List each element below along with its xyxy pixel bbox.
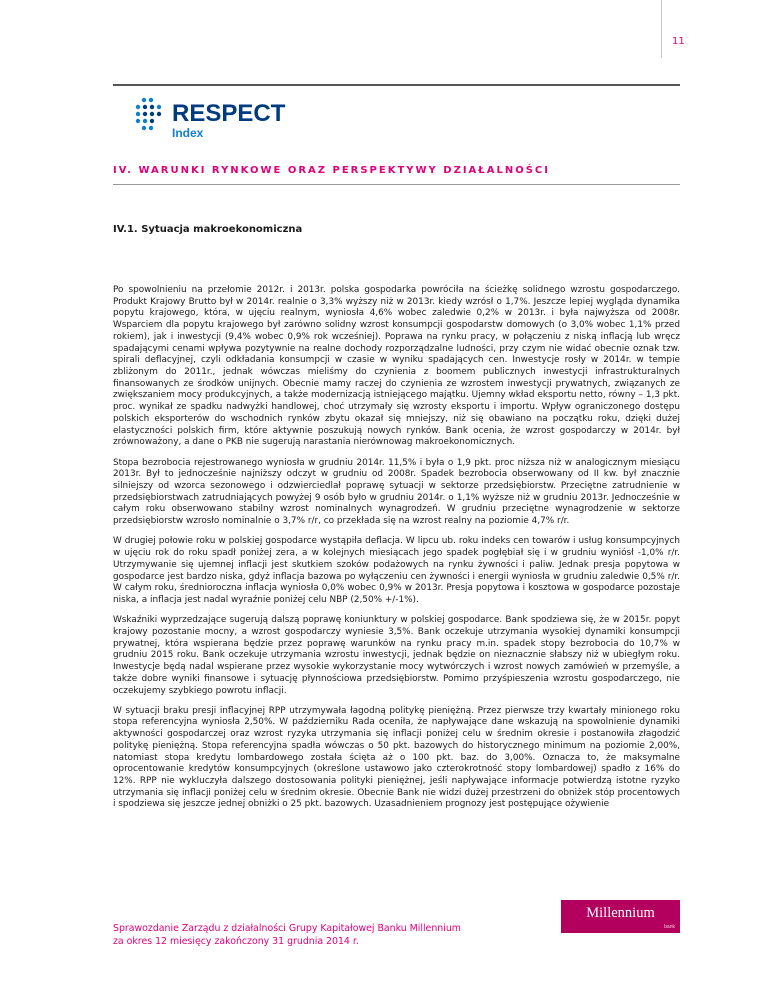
footer-line-2: za okres 12 miesięcy zakończony 31 grudnia 2014 r. (113, 935, 359, 947)
paragraph: Wskaźniki wyprzedzające sugerują dalszą poprawę koniunktury w polskiej gospodarce. Bank spodziewa się, że w 2015r. popyt krajowy pozostanie mocny, a wzrost gospodarczy wyniesie 3,5%. Bank oczekuje utrzymania wysokiej dynamiki konsumpcji prywatnej, która wspierana będzie przez poprawę warunków na rynku pracy m.in. spadek stopy bezrobocia do 10,7% w grudniu 2015 roku. Bank oczekuje utrzymania wzrostu inwestycji, jednak będzie on nieznacznie słabszy niż w ubiegłym roku. Inwestycje będą nadal wspierane przez wysokie wykorzystanie mocy wytwórczych i wzrost nowych zamówień w przemyśle, a także dobre wyniki finansowe i sytuację płynnościowa przedsiębiorstw. Pomimo przyśpieszenia wzrostu gospodarczego, nie oczekujemy szybkiego powrotu inflacji. (113, 615, 680, 696)
page-number-divider (661, 0, 662, 58)
body-text (113, 285, 680, 820)
paragraph: W drugiej połowie roku w polskiej gospodarce wystąpiła deflacja. W lipcu ub. roku indeks cen towarów i usług konsumpcyjnych w ujęciu rok do roku spadł poniżej zera, a w kolejnych miesiącach jego spadek pogłębiał się i w grudniu wyniósł -1,0% r/r. Utrzymywanie się ujemnej inflacji jest skutkiem szoków podażowych na rynku żywności i paliw. Jednak presja popytowa w gospodarce jest bardzo niska, gdyż inflacja bazowa po wyłączeniu cen żywności i energii wyniosła w grudniu zaledwie 0,5% r/r. W całym roku, średnioroczna inflacja wyniosła 0,0% wobec 0,9% w 2013r. Presja popytowa i kosztowa w gospodarce pozostaje niska, a inflacja jest nadal wyraźnie poniżej celu NBP (2,50% +/-1%). (113, 536, 680, 605)
logo-word: RESPECT (172, 100, 286, 127)
millennium-logo-word: Millennium (586, 905, 655, 921)
respect-dots-icon (134, 96, 168, 136)
section-header (113, 162, 680, 185)
millennium-logo-sub: bank (664, 924, 675, 930)
section-title: IV. WARUNKI RYNKOWE ORAZ PERSPEKTYWY DZIAŁALNOŚCI (113, 165, 550, 176)
paragraph: Po spowolnieniu na przełomie 2012r. i 2013r. polska gospodarka powróciła na ścieżkę solidnego wzrostu gospodarczego. Produkt Krajowy Brutto był w 2014r. realnie o 3,3% wyższy niż w 2013r. kiedy wzrósł o 1,7%. Jeszcze lepiej wygląda dynamika popytu krajowego, która, w ujęciu realnym, wyniosła 4,6% wobec zaledwie 0,2% w 2013r. i była najwyższa od 2008r. Wsparciem dla popytu krajowego był zarówno solidny wzrost konsumpcji gospodarstw domowych (o 3,0% wobec 1,1% przed rokiem), jak i inwestycji (9,4% wobec 0,9% rok wcześniej). Poprawa na rynku pracy, w połączeniu z niską inflacją lub wręcz spadającymi cenami wpływa pozytywnie na realne dochody rozporządzalne ludności, przy czym nie widać obecnie oznak tzw. spirali deflacyjnej, czyli odkładania konsumpcji w czasie w wyniku spadających cen. Inwestycje rosły w 2014r. w tempie zbliżonym do 2011r., jednak wówczas mieliśmy do czynienia z boomem publicznych inwestycji infrastrukturalnych finansowanych ze środków unijnych. Obecnie mamy raczej do czynienia ze wzrostem inwestycji prywatnych, związanych ze zwiększaniem mocy produkcyjnych, a także modernizacją istniejącego majątku. Ujemny wkład eksportu netto, równy – 1,3 pkt. proc. wynikał ze spadku nadwyżki handlowej, choć utrzymały się wzrosty eksportu i importu. Wpływ ograniczonego dostępu polskich eksporterów do wschodnich rynków zbytu okazał się mniejszy, niż się obawiano na początku roku, dzięki dużej elastyczności polskich firm, które aktywnie poszukują nowych rynków. Bank ocenia, że wzrost gospodarczy w 2014r. był zrównoważony, a dane o PKB nie sugerują narastania nierównowag makroekonomicznych. (113, 285, 680, 448)
header-rule (113, 84, 680, 86)
subsection-title: IV.1. Sytuacja makroekonomiczna (113, 224, 303, 235)
millennium-logo (561, 900, 680, 933)
page-number: 11 (672, 36, 685, 47)
paragraph: Stopa bezrobocia rejestrowanego wyniosła w grudniu 2014r. 11,5% i była o 1,9 pkt. proc niższa niż w analogicznym miesiącu 2013r. Był to jednocześnie najniższy odczyt w grudniu od 2008r. Spadek bezrobocia obserwowany od II kw. był znacznie silniejszy od wzorca sezonowego i odzwierciedlał poprawę sytuacji w sektorze przedsiębiorstw. Przeciętne zatrudnienie w przedsiębiorstwach zatrudniających powyżej 9 osób było w grudniu 2014r. o 1,1% wyższe niż w grudniu 2013r. Jednocześnie w całym roku obserwowano stabilny wzrost nominalnych wynagrodzeń. W grudniu przeciętne wynagrodzenie w sektorze przedsiębiorstw wzrosło nominalnie o 3,7% r/r, co przekłada się na wzrost realny na poziomie 4,7% r/r. (113, 457, 680, 527)
footer-text (113, 923, 461, 948)
logo-subtitle: Index (172, 126, 204, 140)
footer-line-1: Sprawozdanie Zarządu z działalności Grupy Kapitałowej Banku Millennium (113, 923, 461, 934)
paragraph: W sytuacji braku presji inflacyjnej RPP utrzymywała łagodną politykę pieniężną. Przez pierwsze trzy kwartały minionego roku stopa referencyjna wyniosła 2,50%. W październiku Rada oceniła, że napływające dane wskazują na spowolnienie dynamiki aktywności gospodarczej oraz wzrost ryzyka utrzymania się inflacji poniżej celu w średnim okresie i postanowiła złagodzić politykę pieniężną. Stopa referencyjna spadła wówczas o 50 pkt. bazowych do historycznego minimum na poziomie 2,00%, natomiast stopa kredytu lombardowego została ścięta aż o 100 pkt. baz. do 3,00%. Oznacza to, że maksymalne oprocentowanie kredytów konsumpcyjnych (określone ustawowo jako czterokrotność stopy lombardowej) spadło z 16% do 12%. RPP nie wykluczyła dalszego dostosowania polityki pieniężnej, jeśli napływające informacje potwierdzą istotne ryzyko utrzymania się inflacji poniżej celu w średnim okresie. Obecnie Bank nie widzi dużej przestrzeni do obniżek stóp procentowych i spodziewa się jeszcze jednej obniżki o 25 pkt. bazowych. Uzasadnieniem prognozy jest postępujące ożywienie (113, 705, 680, 810)
